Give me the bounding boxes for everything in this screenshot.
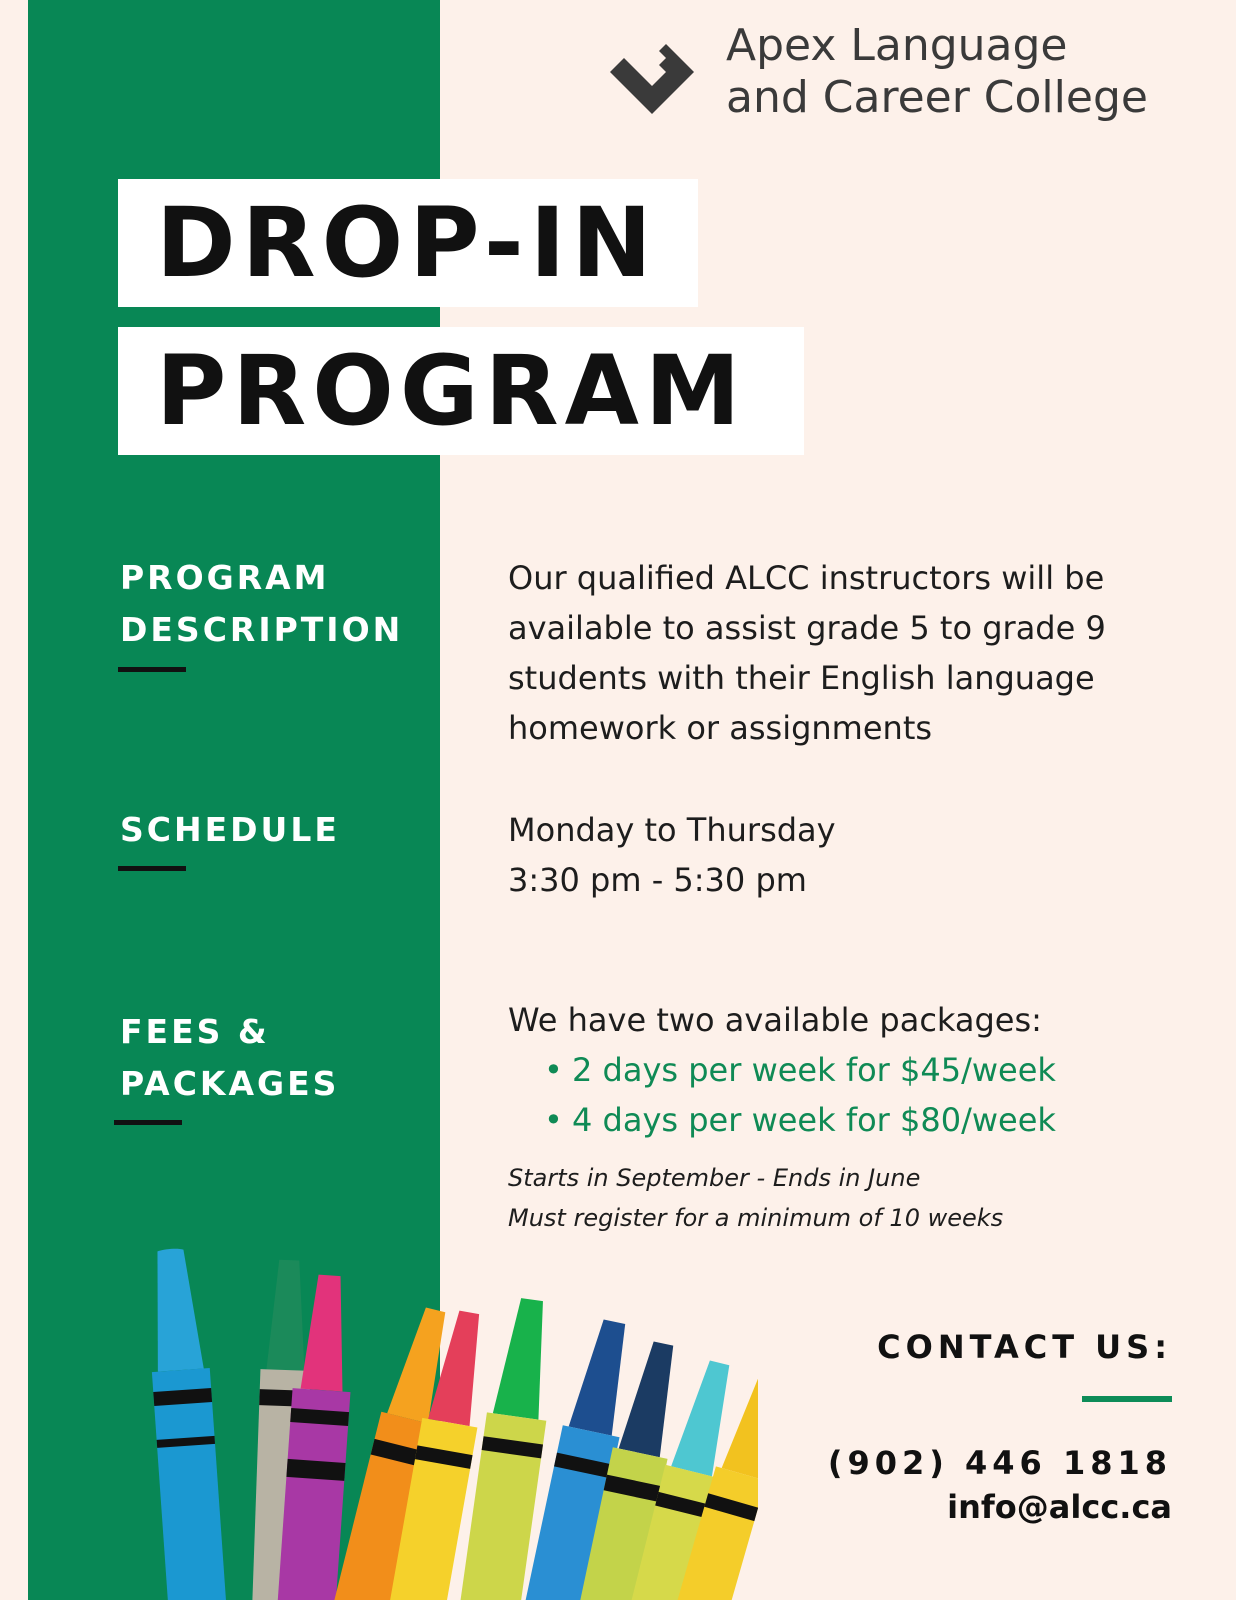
description-line: students with their English language — [508, 659, 1095, 697]
packages-text — [508, 995, 1056, 1145]
description-line: available to assist grade 5 to grade 9 — [508, 609, 1106, 647]
note-dates: Starts in September - Ends in June — [508, 1164, 921, 1192]
schedule-text — [508, 805, 836, 905]
description-line: Our qualified ALCC instructors will be — [508, 559, 1105, 597]
contact-email[interactable]: info@alcc.ca — [947, 1488, 1172, 1526]
fees-packages-label — [120, 1006, 339, 1110]
schedule-label: SCHEDULE — [120, 810, 340, 849]
college-name — [726, 20, 1148, 124]
title-line-1: DROP-IN — [118, 179, 698, 307]
program-description-text — [508, 553, 1106, 753]
college-name-line-1: Apex Language — [726, 20, 1068, 71]
package-item-2-days — [508, 1045, 1056, 1095]
schedule-days: Monday to Thursday — [508, 811, 836, 849]
title-line-2: PROGRAM — [118, 327, 804, 455]
schedule-rule — [118, 866, 186, 871]
college-name-line-2: and Career College — [726, 72, 1148, 123]
fees-packages-label-line-1: FEES & — [120, 1012, 270, 1051]
program-description-label-line-2: DESCRIPTION — [120, 610, 404, 649]
package-label: 4 days per week for $80/week — [572, 1101, 1056, 1139]
program-description-label — [120, 552, 403, 656]
crayons-illustration — [118, 1240, 758, 1600]
contact-title: CONTACT US: — [877, 1328, 1172, 1366]
packages-intro: We have two available packages: — [508, 1001, 1042, 1039]
contact-phone[interactable]: (902) 446 1818 — [827, 1444, 1172, 1482]
package-item-4-days — [508, 1095, 1056, 1145]
fees-packages-label-line-2: PACKAGES — [120, 1064, 340, 1103]
program-description-rule — [118, 667, 186, 672]
program-description-label-line-1: PROGRAM — [120, 558, 330, 597]
package-label: 2 days per week for $45/week — [572, 1051, 1056, 1089]
schedule-hours: 3:30 pm - 5:30 pm — [508, 861, 807, 899]
program-notes — [508, 1158, 1003, 1238]
note-minimum: Must register for a minimum of 10 weeks — [508, 1204, 1004, 1232]
description-line: homework or assignments — [508, 709, 933, 747]
apex-logo-icon — [606, 26, 698, 118]
fees-packages-rule — [114, 1120, 182, 1125]
contact-rule — [1082, 1396, 1172, 1402]
